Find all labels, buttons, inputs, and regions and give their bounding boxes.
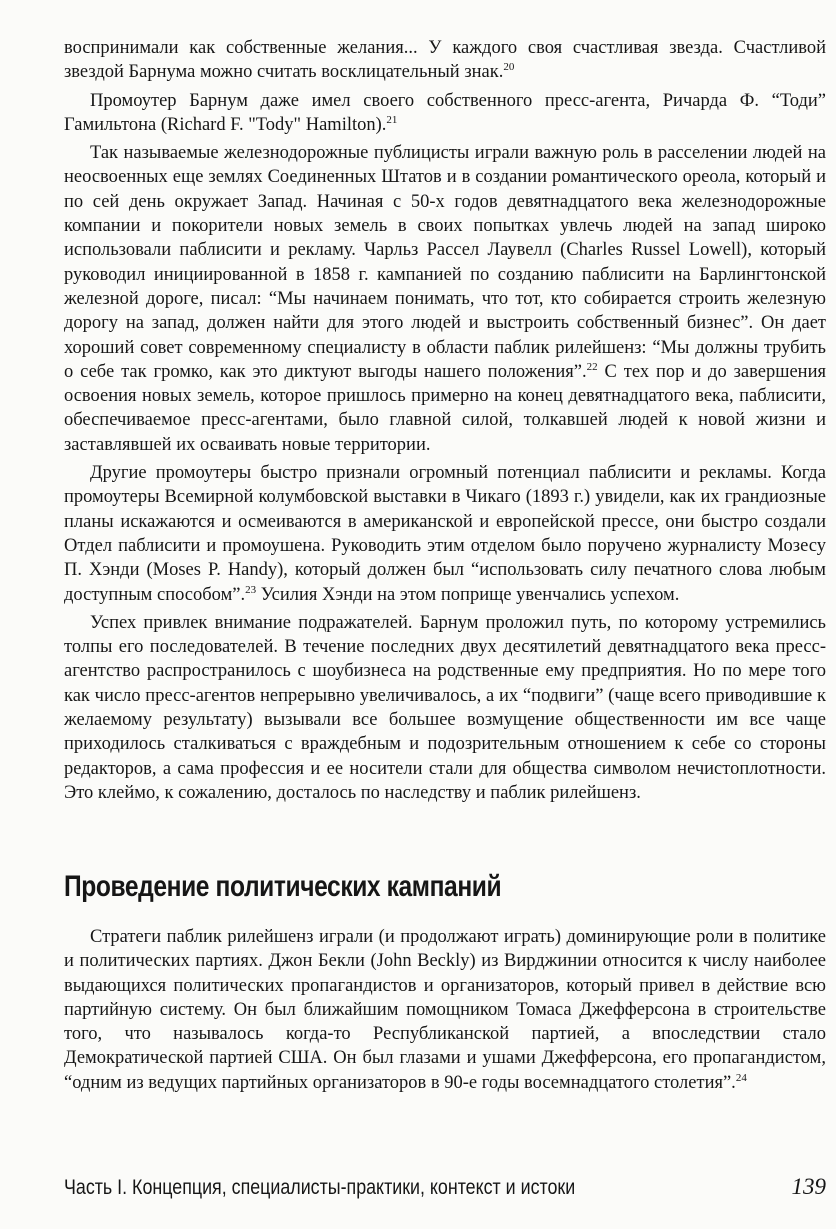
paragraph bbox=[64, 89, 826, 138]
footnote-ref: 21 bbox=[386, 113, 398, 126]
page-number: 139 bbox=[791, 1174, 826, 1199]
paragraph-text: Успех привлек внимание подражателей. Барнум проложил путь, по которому устремились толпы его последователей. В течение последних двух десятилетий девятнадцатого века пресс-агентство распространилось с шоубизнеса на родственные ему предприятия. Но по мере того как число пресс-агентов непрерывно увеличивалось, а их “подвиги” (чаще всего приводившие к желаемому результату) вызывали все большее возмущение общественности им все чаще приходилось сталкиваться с враждебным и подозрительным отношением к себе со стороны редакторов, а сама профессия и ее носители стали для общества символом нечистоплотности. Это клеймо, к сожалению, досталось по наследству и паблик рилейшенз. bbox=[64, 612, 826, 803]
paragraph-text-tail: С тех пор и до завершения освоения новых земель, которое пришлось примерно на конец девятнадцатого века, паблисити, обеспечиваемое пресс-агентами, было главной силой, толкавшей людей к новой жизни и заставлявшей их осваивать новые территории. bbox=[64, 361, 826, 455]
paragraph-text: Промоутер Барнум даже имел своего собственного пресс-агента, Ричарда Ф. “Тоди” Гамильтона (Richard F. "Tody" Hamilton). bbox=[64, 90, 826, 135]
body-text bbox=[64, 36, 826, 809]
footnote-ref: 24 bbox=[735, 1071, 747, 1084]
paragraph-text: Стратеги паблик рилейшенз играли (и продолжают играть) доминирующие роли в политике и политических партиях. Джон Бекли (John Beckly) из Вирджинии относится к числу наиболее выдающихся политических пропагандистов и организаторов, который привел в действие всю партийную систему. Он был ближайшим помощником Томаса Джефферсона в строительстве того, что называлось когда-то Республиканской партией, а впоследствии стало Демократической партией США. Он был глазами и ушами Джефферсона, его пропагандистом, “одним из ведущих партийных организаторов в 90-е годы восемнадцатого столетия”. bbox=[64, 927, 826, 1093]
footnote-ref: 22 bbox=[586, 360, 598, 373]
paragraph-text: Другие промоутеры быстро признали огромный потенциал паблисити и рекламы. Когда промоутеры Всемирной колумбовской выставки в Чикаго (1893 г.) увидели, как их грандиозные планы искажаются и осмеиваются в американской и европейской прессе, они быстро создали Отдел паблисити и промоушена. Руководить этим отделом было поручено журналисту Мозесу П. Хэнди (Moses P. Handy), который должен был “использовать силу печатного слова любым доступным способом”. bbox=[64, 463, 826, 605]
paragraph bbox=[64, 141, 826, 457]
paragraph bbox=[64, 925, 826, 1095]
footnote-ref: 23 bbox=[245, 583, 257, 596]
section-body bbox=[64, 925, 826, 1095]
paragraph-text: воспринимали как собственные желания... У каждого своя счастливая звезда. Счастливой звездой Барнума можно считать восклицательный знак. bbox=[64, 38, 826, 83]
paragraph-continued bbox=[64, 36, 826, 85]
paragraph-text: Так называемые железнодорожные публицисты играли важную роль в расселении людей на неосвоенных еще землях Соединенных Штатов и в создании романтического ореола, который и по сей день окружает Запад. Начиная с 50-х годов девятнадцатого века железнодорожные компании и покорители новых земель в своих попытках увлечь людей на запад широко использовали паблисити и рекламу. Чарльз Рассел Лаувелл (Charles Russel Lowell), который руководил инициированной в 1858 г. кампанией по созданию паблисити на Барлингтонской железной дороге, писал: “Мы начинаем понимать, что тот, кто собирается строить железную дорогу на запад, должен найти для этого людей и выстроить собственный бизнес”. Он дает хороший совет современному специалисту в области паблик рилейшенз: “Мы должны трубить о себе так громко, как это диктуют выгоды нашего положения”. bbox=[64, 143, 826, 382]
paragraph bbox=[64, 611, 826, 805]
paragraph bbox=[64, 461, 826, 607]
footnote-ref: 20 bbox=[503, 61, 515, 74]
running-title: Часть I. Концепция, специалисты-практики, контекст и истоки bbox=[64, 1176, 576, 1199]
paragraph-text-tail: Усилия Хэнди на этом поприще увенчались успехом. bbox=[256, 584, 680, 605]
section-heading: Проведение политических кампаний bbox=[64, 870, 502, 903]
page-footer bbox=[64, 1174, 826, 1204]
